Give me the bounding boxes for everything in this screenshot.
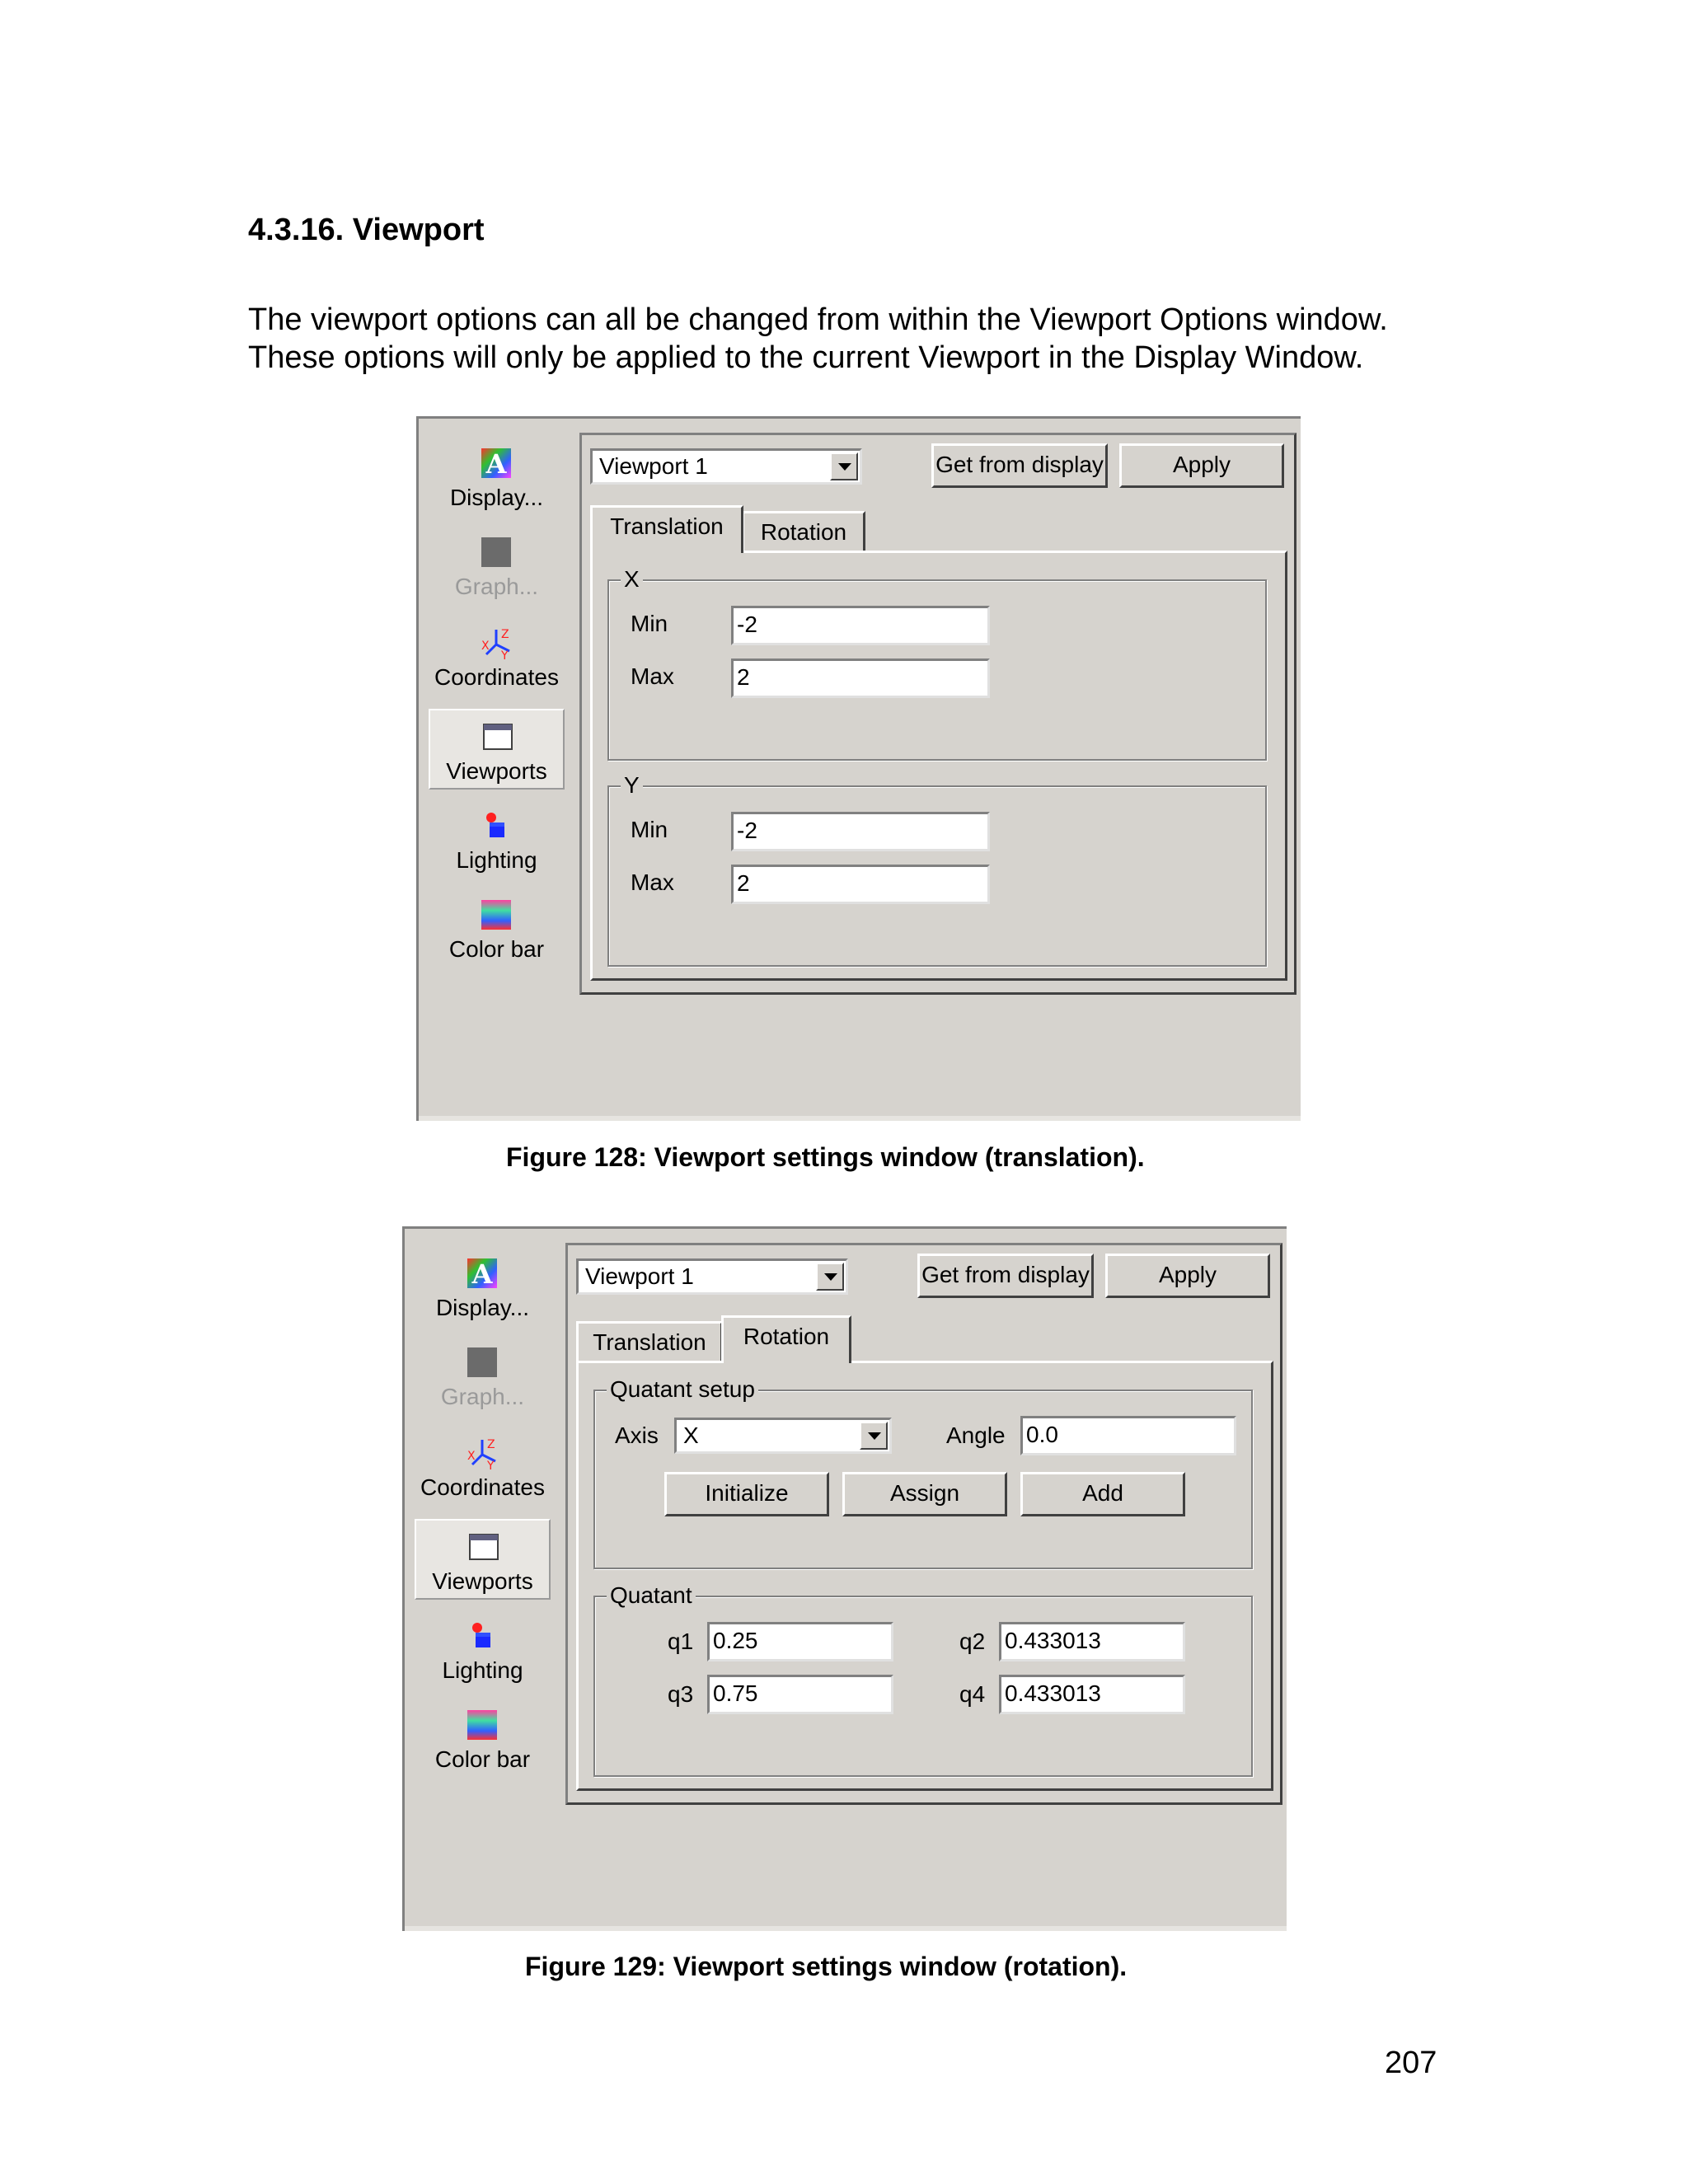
group-title: Quatant setup (607, 1375, 758, 1404)
initialize-button[interactable]: Initialize (664, 1472, 829, 1516)
sidebar-item-display[interactable] (415, 1247, 551, 1329)
axis-label: Axis (615, 1422, 659, 1448)
sidebar-item-label: Coordinates (434, 664, 559, 690)
min-label: Min (631, 611, 668, 636)
display-icon (466, 1257, 499, 1290)
get-from-display-button[interactable]: Get from display (917, 1254, 1094, 1298)
sidebar-item-color-bar[interactable] (415, 1699, 551, 1781)
sidebar-item-lighting[interactable] (429, 799, 565, 882)
group-title: Y (621, 771, 643, 800)
svg-text:X: X (467, 1450, 476, 1463)
q2-label: q2 (959, 1629, 986, 1654)
color-bar-icon (480, 898, 513, 931)
graph-icon (466, 1346, 499, 1379)
sidebar-item-label: Lighting (442, 1657, 523, 1683)
svg-text:A: A (471, 1258, 493, 1290)
quatant-group (593, 1582, 1253, 1777)
quatant-setup-group (593, 1376, 1253, 1569)
sidebar-item-label: Color bar (448, 936, 545, 962)
tab-rotation[interactable]: Rotation (742, 511, 865, 554)
apply-button[interactable]: Apply (1105, 1254, 1270, 1298)
sidebar-item-label: Color bar (434, 1746, 531, 1772)
viewports-icon (481, 720, 514, 753)
sidebar-item-graph[interactable] (415, 1336, 551, 1418)
sidebar-item-label: Viewports (432, 1568, 533, 1594)
svg-text:X: X (481, 640, 490, 653)
sidebar-item-graph[interactable] (429, 526, 565, 608)
sidebar-item-coordinates[interactable] (429, 616, 565, 699)
viewport-select-value: Viewport 1 (599, 453, 708, 479)
q4-field[interactable]: 0.433013 (999, 1675, 1185, 1714)
translation-tab-body (590, 551, 1287, 981)
page-number: 207 (1385, 2046, 1437, 2080)
settings-panel (565, 1243, 1282, 1805)
viewports-icon (467, 1530, 500, 1563)
figure-128-caption: Figure 128: Viewport settings window (translation). (506, 1142, 1145, 1172)
graph-icon (480, 536, 513, 569)
coordinates-icon (466, 1436, 499, 1469)
svg-text:Y: Y (487, 1460, 495, 1469)
get-from-display-button[interactable]: Get from display (931, 443, 1108, 488)
lighting-icon (466, 1619, 499, 1652)
tab-translation[interactable]: Translation (576, 1321, 723, 1364)
display-icon (480, 447, 513, 480)
tab-translation[interactable]: Translation (590, 505, 743, 553)
sidebar-item-viewports[interactable] (415, 1519, 551, 1600)
sidebar (405, 1229, 553, 1931)
x-max-field[interactable]: 2 (731, 658, 990, 698)
x-min-field[interactable]: -2 (731, 606, 990, 645)
viewport-window-rotation (402, 1226, 1287, 1931)
assign-button[interactable]: Assign (842, 1472, 1007, 1516)
y-max-field[interactable]: 2 (731, 865, 990, 904)
q4-label: q4 (959, 1681, 986, 1707)
rotation-tab-body (576, 1361, 1273, 1791)
viewport-select-value: Viewport 1 (585, 1263, 694, 1289)
apply-button[interactable]: Apply (1119, 443, 1284, 488)
coordinates-icon (480, 626, 513, 659)
axis-select-value: X (683, 1422, 699, 1448)
add-button[interactable]: Add (1020, 1472, 1185, 1516)
intro-paragraph: The viewport options can all be changed from within the Viewport Options window. These options will only be applied to the current Viewport in the Display Window. (248, 302, 1388, 375)
axis-select[interactable] (674, 1418, 892, 1454)
sidebar-item-label: Lighting (456, 847, 537, 873)
chevron-down-icon[interactable] (816, 1263, 844, 1291)
sidebar-item-lighting[interactable] (415, 1610, 551, 1692)
sidebar-item-coordinates[interactable] (415, 1427, 551, 1509)
max-label: Max (631, 869, 674, 895)
tab-rotation[interactable]: Rotation (721, 1315, 851, 1363)
settings-panel (579, 433, 1296, 995)
svg-text:Z: Z (487, 1438, 495, 1451)
x-group (607, 566, 1267, 761)
window-bottom-edge (419, 1116, 1301, 1121)
y-group (607, 772, 1267, 967)
viewport-select[interactable] (590, 448, 862, 485)
svg-text:Z: Z (501, 628, 509, 641)
min-label: Min (631, 817, 668, 842)
window-bottom-edge (405, 1926, 1287, 1931)
chevron-down-icon[interactable] (860, 1422, 888, 1450)
sidebar-item-viewports[interactable] (429, 709, 565, 790)
sidebar (419, 419, 567, 1121)
q1-label: q1 (668, 1629, 694, 1654)
q3-label: q3 (668, 1681, 694, 1707)
sidebar-item-label: Display... (449, 485, 544, 510)
max-label: Max (631, 663, 674, 689)
group-title: X (621, 565, 643, 594)
section-heading: 4.3.16. Viewport (248, 213, 485, 247)
sidebar-item-color-bar[interactable] (429, 888, 565, 971)
angle-field[interactable]: 0.0 (1020, 1416, 1236, 1455)
sidebar-item-label: Coordinates (420, 1474, 545, 1500)
sidebar-item-display[interactable] (429, 437, 565, 519)
svg-text:A: A (485, 448, 507, 480)
q1-field[interactable]: 0.25 (707, 1622, 893, 1661)
svg-text:Y: Y (501, 649, 509, 659)
sidebar-item-label: Graph... (454, 574, 539, 599)
group-title: Quatant (607, 1581, 696, 1610)
angle-label: Angle (946, 1422, 1006, 1448)
lighting-icon (480, 809, 513, 842)
sidebar-item-label: Graph... (440, 1384, 525, 1409)
sidebar-item-label: Viewports (446, 758, 547, 784)
viewport-window-translation (416, 416, 1301, 1121)
y-min-field[interactable]: -2 (731, 812, 990, 851)
color-bar-icon (466, 1708, 499, 1741)
viewport-select[interactable] (576, 1258, 848, 1295)
q3-field[interactable]: 0.75 (707, 1675, 893, 1714)
figure-129-caption: Figure 129: Viewport settings window (rotation). (525, 1952, 1128, 1981)
chevron-down-icon[interactable] (830, 452, 858, 480)
sidebar-item-label: Display... (435, 1295, 530, 1320)
q2-field[interactable]: 0.433013 (999, 1622, 1185, 1661)
